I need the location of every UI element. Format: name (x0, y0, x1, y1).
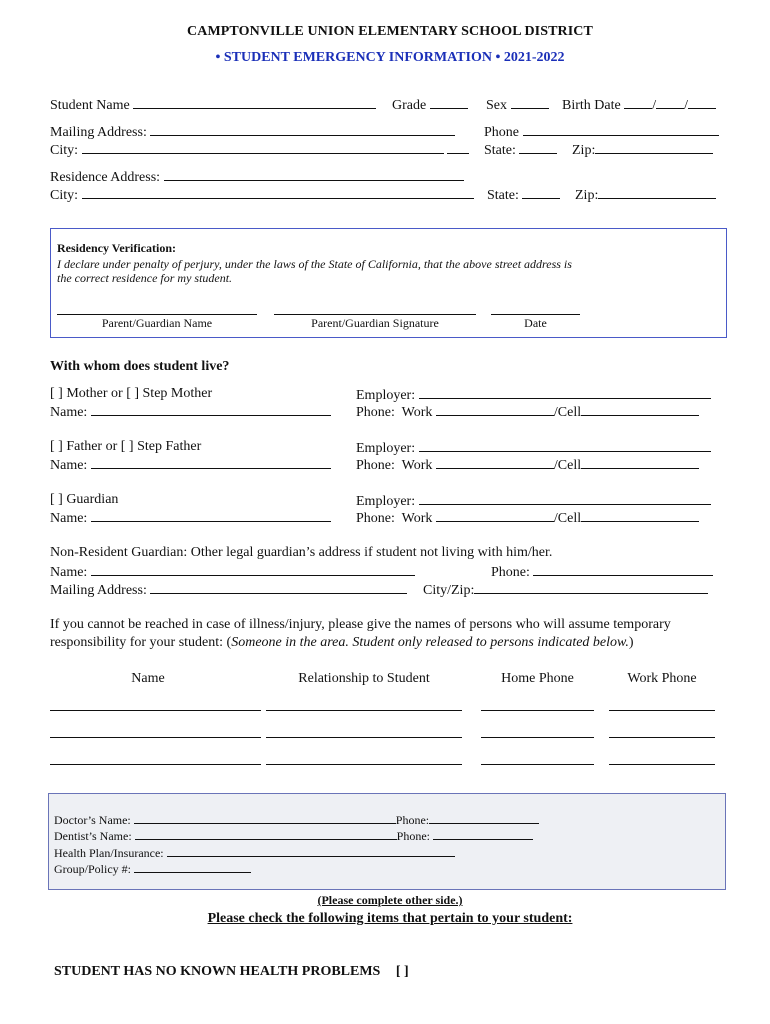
birth-date-row: Birth Date / / (562, 95, 716, 114)
health-plan-row: Health Plan/Insurance: (54, 845, 455, 860)
guardian-signature-line[interactable] (274, 314, 476, 315)
emergency-row2-home-phone[interactable] (481, 737, 594, 738)
guardian-name-field[interactable] (91, 508, 331, 522)
residency-text-line2: the correct residence for my student. (57, 271, 233, 285)
birth-year-field[interactable] (688, 95, 716, 109)
mother-employer-row: Employer: (356, 385, 711, 404)
sex-field[interactable] (511, 95, 549, 109)
residency-title: Residency Verification: (57, 241, 176, 255)
mailing-city-field[interactable] (82, 140, 444, 154)
lives-with-heading: With whom does student live? (50, 359, 230, 374)
residence-zip-field[interactable] (598, 185, 716, 199)
emergency-intro-line1: If you cannot be reached in case of illness/injury, please give the names of persons who will assume temporary (50, 617, 671, 632)
guardian-phone-row: Phone: Work /Cell (356, 508, 699, 527)
emergency-row1-work-phone[interactable] (609, 710, 715, 711)
district-title: CAMPTONVILLE UNION ELEMENTARY SCHOOL DISTRICT (187, 24, 593, 39)
residence-address-label: Residence Address: (50, 170, 161, 185)
father-work-phone-field[interactable] (436, 455, 554, 469)
doctor-phone-field[interactable] (429, 812, 539, 824)
guardian-employer-field[interactable] (419, 491, 711, 505)
residence-zip-label: Zip: (575, 188, 599, 203)
student-name-label: Student Name (50, 98, 130, 113)
residence-city-label: City: (50, 188, 79, 203)
col-name-header: Name (131, 671, 165, 686)
dentist-name-field[interactable] (135, 828, 397, 840)
grade-row (392, 95, 468, 114)
mother-phone-row: Phone: Work /Cell (356, 402, 699, 421)
signature-date-line[interactable] (491, 314, 580, 315)
residence-city-field[interactable] (82, 185, 474, 199)
doctor-name-field[interactable] (134, 812, 396, 824)
residence-zip-row (575, 185, 716, 204)
dentist-phone-field[interactable] (433, 828, 533, 840)
guardian-work-phone-field[interactable] (436, 508, 554, 522)
mother-work-phone-field[interactable] (436, 402, 554, 416)
guardian-signature-caption: Parent/Guardian Signature (311, 316, 439, 330)
non-resident-name-field[interactable] (91, 562, 415, 576)
signature-date-caption: Date (524, 316, 547, 330)
form-subtitle: • STUDENT EMERGENCY INFORMATION • 2021-2022 (215, 50, 565, 65)
guardian-name-caption: Parent/Guardian Name (101, 316, 213, 330)
sex-label: Sex (486, 98, 507, 113)
phone-field[interactable] (523, 122, 719, 136)
emergency-row1-relationship[interactable] (266, 710, 462, 711)
mother-option[interactable]: [ ] Mother or [ ] Step Mother (50, 386, 213, 401)
mailing-zip-label: Zip: (572, 143, 596, 158)
non-resident-cityzip-row: City/Zip: (423, 580, 708, 599)
father-employer-row: Employer: (356, 438, 711, 457)
emergency-row2-relationship[interactable] (266, 737, 462, 738)
non-resident-mailing-row: Mailing Address: (50, 580, 407, 599)
grade-label: Grade (392, 98, 427, 113)
non-resident-mailing-field[interactable] (150, 580, 407, 594)
father-employer-field[interactable] (419, 438, 711, 452)
doctor-row: Doctor’s Name: Phone: (54, 812, 539, 827)
non-resident-heading: Non-Resident Guardian: Other legal guardian’s address if student not living with him/her. (50, 545, 553, 560)
complete-other-side-note: (Please complete other side.) (317, 893, 463, 907)
col-relationship-header: Relationship to Student (298, 671, 430, 686)
emergency-row2-work-phone[interactable] (609, 737, 715, 738)
emergency-row2-name[interactable] (50, 737, 261, 738)
guardian-name-row: Name: (50, 508, 331, 527)
phone-row (484, 122, 719, 141)
birth-date-label: Birth Date (562, 98, 621, 113)
non-resident-name-row: Name: (50, 562, 415, 581)
emergency-row3-name[interactable] (50, 764, 261, 765)
grade-field[interactable] (430, 95, 468, 109)
emergency-row1-name[interactable] (50, 710, 261, 711)
birth-day-field[interactable] (656, 95, 684, 109)
no-health-problems-checkbox[interactable]: [ ] (395, 964, 409, 979)
residence-state-field[interactable] (522, 185, 560, 199)
mailing-state-label: State: (484, 143, 516, 158)
residence-state-label: State: (487, 188, 519, 203)
non-resident-cityzip-field[interactable] (474, 580, 708, 594)
no-health-problems-row (54, 963, 409, 980)
mailing-zip-row (572, 140, 713, 159)
emergency-row3-work-phone[interactable] (609, 764, 715, 765)
father-cell-phone-field[interactable] (581, 455, 699, 469)
non-resident-phone-field[interactable] (533, 562, 713, 576)
group-policy-row: Group/Policy #: (54, 861, 251, 876)
check-items-heading: Please check the following items that pertain to your student: (207, 911, 573, 926)
dentist-row: Dentist’s Name: Phone: (54, 828, 533, 843)
father-name-field[interactable] (91, 455, 331, 469)
father-name-row: Name: (50, 455, 331, 474)
residence-address-row (50, 167, 464, 186)
mailing-city-row (50, 140, 469, 159)
residence-city-row (50, 185, 474, 204)
residency-text-line1: I declare under penalty of perjury, under the laws of the State of California, that the above street address is (57, 257, 572, 271)
guardian-name-line[interactable] (57, 314, 257, 315)
phone-label: Phone (484, 125, 519, 140)
group-policy-field[interactable] (134, 861, 251, 873)
father-phone-row: Phone: Work /Cell (356, 455, 699, 474)
col-work-phone-header: Work Phone (627, 671, 697, 686)
guardian-cell-phone-field[interactable] (581, 508, 699, 522)
mailing-address-row (50, 122, 455, 141)
mailing-address-field[interactable] (150, 122, 455, 136)
birth-month-field[interactable] (624, 95, 652, 109)
emergency-row1-home-phone[interactable] (481, 710, 594, 711)
guardian-employer-row: Employer: (356, 491, 711, 510)
father-option[interactable]: [ ] Father or [ ] Step Father (50, 439, 202, 454)
mailing-state-field[interactable] (519, 140, 557, 154)
student-name-row (50, 95, 376, 114)
non-resident-phone-row: Phone: (491, 562, 713, 581)
emergency-row3-home-phone[interactable] (481, 764, 594, 765)
mailing-state-row (484, 140, 557, 159)
student-name-field[interactable] (133, 95, 376, 109)
residence-address-field[interactable] (164, 167, 464, 181)
mailing-address-label: Mailing Address: (50, 125, 147, 140)
col-home-phone-header: Home Phone (501, 671, 574, 686)
residence-state-row (487, 185, 560, 204)
health-plan-field[interactable] (167, 845, 455, 857)
mother-employer-field[interactable] (419, 385, 711, 399)
sex-row (486, 95, 549, 114)
mother-name-row: Name: (50, 402, 331, 421)
emergency-row3-relationship[interactable] (266, 764, 462, 765)
emergency-intro-line2: responsibility for your student: (Someone in the area. Student only released to persons indicated below.) (50, 635, 634, 650)
mother-name-field[interactable] (91, 402, 331, 416)
mailing-zip-field[interactable] (595, 140, 713, 154)
guardian-option[interactable]: [ ] Guardian (50, 492, 119, 507)
no-health-problems-label: STUDENT HAS NO KNOWN HEALTH PROBLEMS (54, 964, 381, 979)
mailing-city-label: City: (50, 143, 79, 158)
mother-cell-phone-field[interactable] (581, 402, 699, 416)
